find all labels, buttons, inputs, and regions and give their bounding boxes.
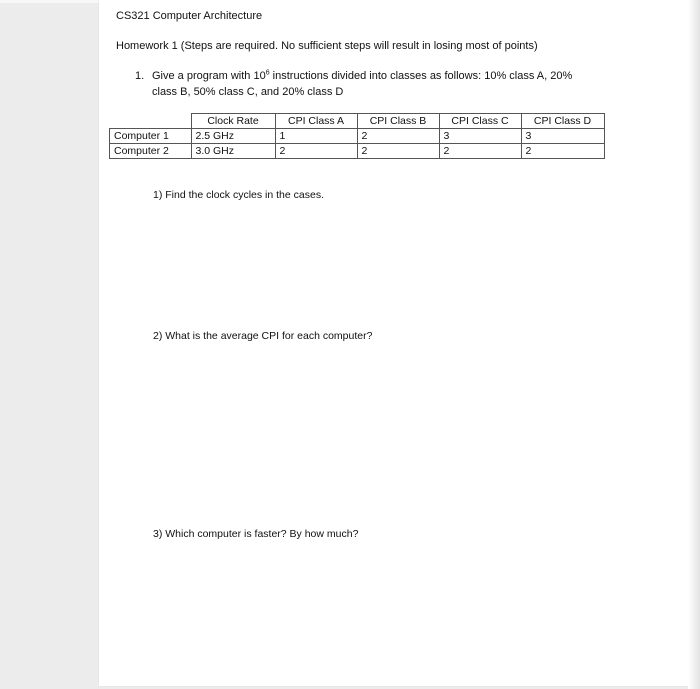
table-header-cpi-d: CPI Class D bbox=[521, 114, 604, 129]
table-header-cpi-c: CPI Class C bbox=[439, 114, 521, 129]
table-header-row bbox=[110, 114, 605, 129]
table-header-cpi-b: CPI Class B bbox=[357, 114, 439, 129]
homework-title: Homework 1 (Steps are required. No sufficient steps will result in losing most of points) bbox=[116, 40, 538, 52]
table-cell-cpi-a: 1 bbox=[275, 129, 357, 144]
question-1-text bbox=[152, 68, 590, 100]
table-row bbox=[110, 144, 605, 159]
table-cell-cpi-c: 3 bbox=[439, 129, 521, 144]
page-edge-shadow bbox=[688, 0, 700, 689]
table-cell-cpi-c: 2 bbox=[439, 144, 521, 159]
table-cell-cpi-a: 2 bbox=[275, 144, 357, 159]
table-cell-cpi-d: 2 bbox=[521, 144, 604, 159]
table-header-cpi-a: CPI Class A bbox=[275, 114, 357, 129]
cpi-table bbox=[109, 113, 605, 159]
question-1-text-after: instructions divided into classes as follows: 10% class A, 20% class B, 50% class C, and 20% class D bbox=[152, 70, 573, 98]
table-cell-computer: Computer 1 bbox=[110, 129, 192, 144]
table-cell-clock-rate: 2.5 GHz bbox=[191, 129, 275, 144]
question-1-exponent: 6 bbox=[265, 69, 270, 77]
table-cell-computer: Computer 2 bbox=[110, 144, 192, 159]
table-cell-clock-rate: 3.0 GHz bbox=[191, 144, 275, 159]
course-title: CS321 Computer Architecture bbox=[116, 10, 263, 22]
subquestion-3: 3) Which computer is faster? By how much? bbox=[153, 528, 359, 540]
table-cell-cpi-b: 2 bbox=[357, 144, 439, 159]
table-header-empty bbox=[110, 114, 192, 129]
subquestion-1: 1) Find the clock cycles in the cases. bbox=[153, 189, 324, 201]
subquestion-2: 2) What is the average CPI for each computer? bbox=[153, 330, 373, 342]
question-1-number: 1. bbox=[135, 70, 145, 82]
question-1-text-before: Give a program with 10 bbox=[152, 70, 266, 82]
question-1 bbox=[135, 68, 590, 100]
table-header-clock-rate: Clock Rate bbox=[191, 114, 275, 129]
table-row bbox=[110, 129, 605, 144]
document-page bbox=[99, 0, 689, 686]
table-cell-cpi-b: 2 bbox=[357, 129, 439, 144]
table-cell-cpi-d: 3 bbox=[521, 129, 604, 144]
